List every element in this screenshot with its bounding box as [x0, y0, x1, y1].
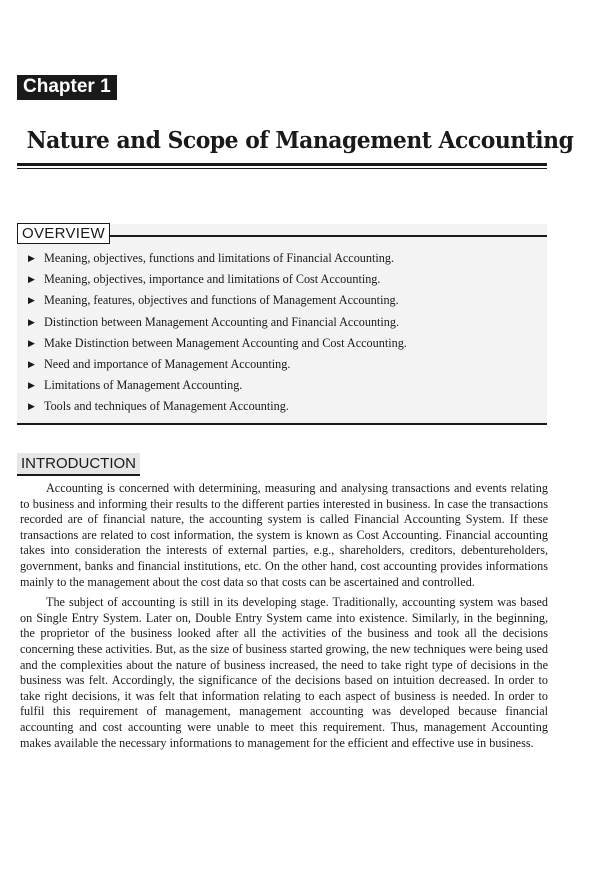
chapter-title: Nature and Scope of Management Accounting	[26, 126, 574, 154]
overview-item-text: Tools and techniques of Management Accounting.	[44, 399, 289, 414]
overview-item-text: Meaning, objectives, importance and limitations of Cost Accounting.	[44, 272, 381, 287]
bullet-icon: ▶	[28, 295, 35, 306]
list-item	[28, 333, 538, 354]
overview-list	[28, 248, 538, 418]
paragraph: Accounting is concerned with determining, measuring and analysing transactions and events relating to business and informing their results to the different parties interested in business. In case the transactions recorded are of financial nature, the accounting system is called Financial Accounting System. If these transactions are related to cost information, the system is known as Cost Accounting. Financial accounting takes into consideration the interests of external parties, e.g., shareholders, creditors, debentureholders, government, banks and financial institutions, etc. On the other hand, cost accounting provides informations mainly to the management about the cost data so that costs can be ascertained and controlled.	[20, 481, 548, 589]
title-rule-thick	[17, 163, 547, 166]
list-item	[28, 396, 538, 417]
overview-item-text: Meaning, objectives, functions and limitations of Financial Accounting.	[44, 251, 394, 265]
overview-item-text: Need and importance of Management Accounting.	[44, 356, 291, 371]
chapter-label: Chapter 1	[17, 75, 117, 100]
overview-item-text: Distinction between Management Accounting and Financial Accounting.	[44, 314, 400, 329]
overview-bottom-rule	[17, 423, 547, 425]
list-item	[28, 290, 538, 311]
bullet-icon: ▶	[28, 337, 35, 348]
list-item	[28, 354, 538, 375]
bullet-icon: ▶	[28, 274, 35, 285]
list-item	[28, 375, 538, 396]
list-item	[28, 312, 538, 333]
bullet-icon: ▶	[28, 316, 35, 327]
overview-heading: OVERVIEW	[17, 223, 110, 244]
overview-top-rule	[103, 235, 547, 237]
overview-item-text: Meaning, features, objectives and functions of Management Accounting.	[44, 293, 399, 308]
paragraph: The subject of accounting is still in its developing stage. Traditionally, accounting system was based on Single Entry System. Later on, Double Entry System came into existence. Similarly, in the beginning, the proprietor of the business looked after all the activities of the business and took all the decisions concerning these activities. But, as the size of business started growing, the new techniques were being used and the complexities about the nature of business increased, the need to take right type of decisions in the business was felt. Accordingly, the significance of the decisions based on intuition decreased. In order to take right decisions, it was felt that information relating to each aspect of business is needed. In order to fulfil this requirement of management, management accounting was developed because financial accounting and cost accounting were unable to meet this requirement. Thus, management Accounting makes available the necessary informations to management for the efficient and effective use in business.	[20, 595, 548, 750]
bullet-icon: ▶	[28, 380, 35, 391]
bullet-icon: ▶	[28, 401, 35, 412]
bullet-icon: ▶	[28, 253, 35, 263]
bullet-icon: ▶	[28, 358, 35, 369]
list-item	[28, 248, 538, 269]
title-rule-thin	[17, 168, 547, 169]
introduction-heading: INTRODUCTION	[17, 453, 140, 476]
overview-item-text: Limitations of Management Accounting.	[44, 378, 243, 393]
overview-item-text: Make Distinction between Management Accounting and Cost Accounting.	[44, 335, 407, 350]
introduction-body	[20, 481, 548, 756]
list-item	[28, 269, 538, 290]
